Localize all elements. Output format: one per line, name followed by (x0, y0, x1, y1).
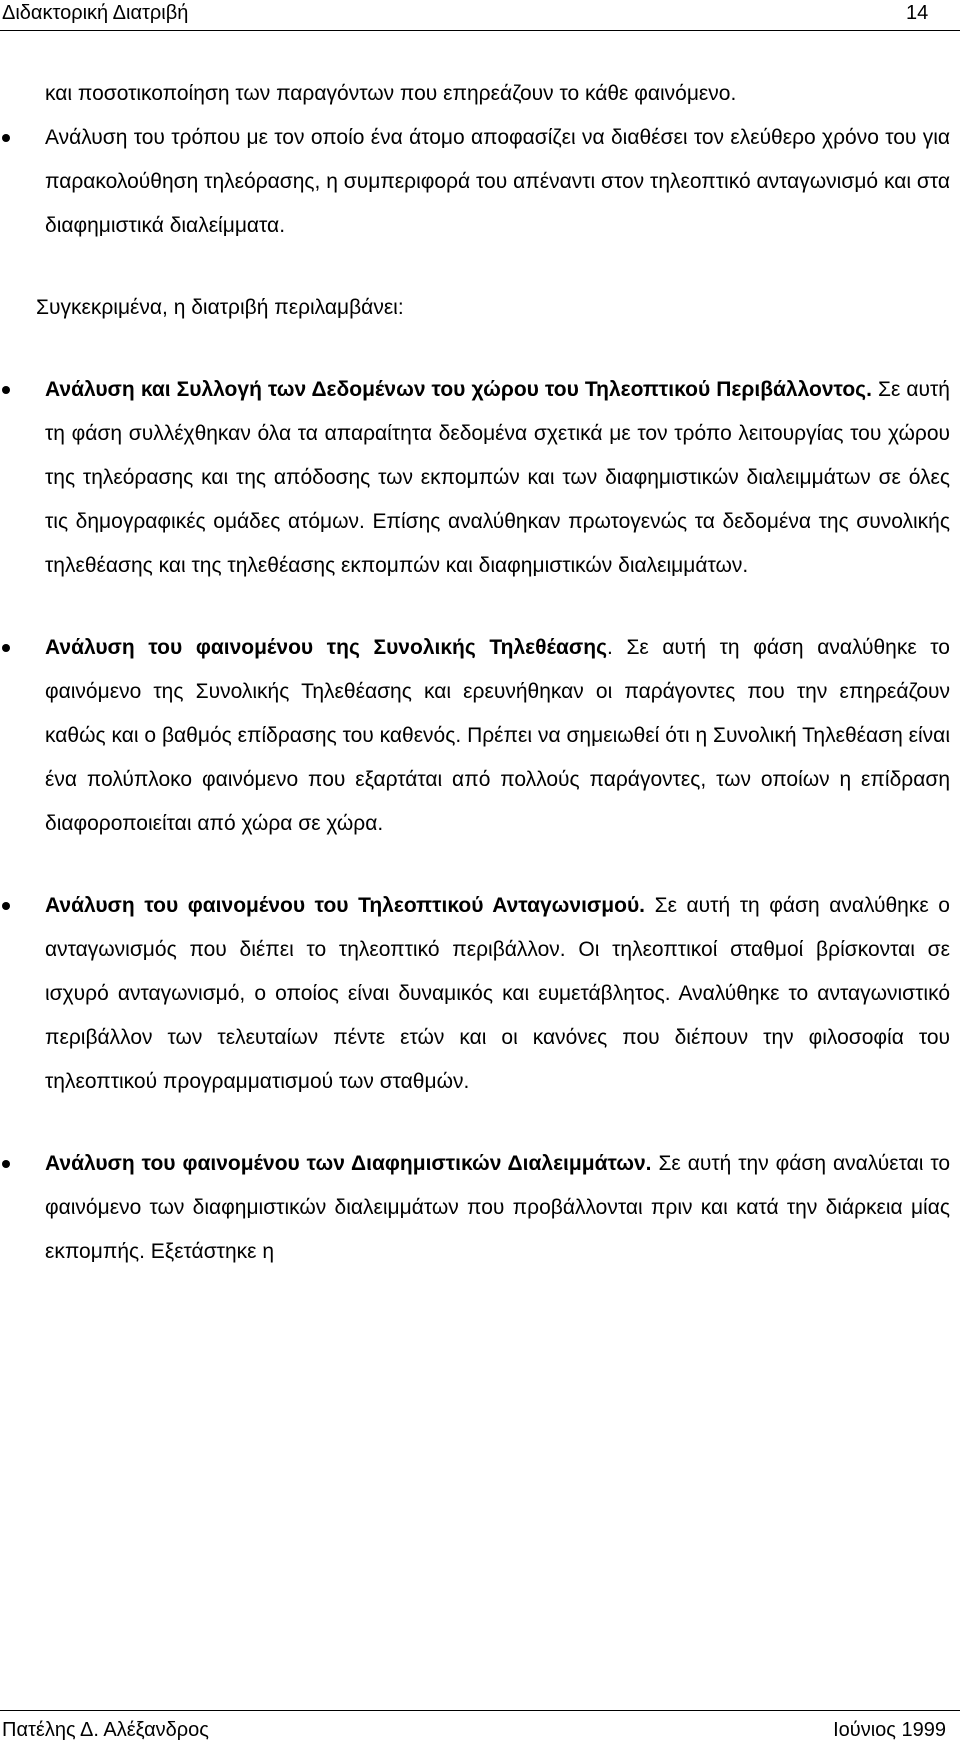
header-divider (0, 30, 960, 31)
document-date: Ιούνιος 1999 (833, 1719, 946, 1741)
bullet-text: Σε αυτή την φάση αναλύεται το φαινόμενο των διαφημιστικών διαλειμμάτων που προβάλλονται πριν και κατά την διάρκεια μίας εκπομπής. Εξετάστηκε η (45, 1152, 950, 1263)
bullet-text: . Σε αυτή τη φάση αναλύθηκε το φαινόμενο της Συνολικής Τηλεθέασης και ερευνήθηκαν οι παράγοντες που την επηρεάζουν καθώς και ο βαθμός επίδρασης του καθενός. Πρέπει να σημειωθεί ότι η Συνολική Τηλεθέαση είναι ένα πολύπλοκο φαινόμενο που εξαρτάται από πολλούς παράγοντες, των οποίων η επίδραση διαφοροποιείται από χώρα σε χώρα. (45, 636, 950, 835)
bullet-icon (2, 386, 10, 394)
page-body (36, 72, 950, 1274)
bullet-item-ad-breaks (36, 1142, 950, 1274)
document-title: Διδακτορική Διατριβή (2, 2, 189, 24)
bullet-icon (2, 1160, 10, 1168)
bullet-item-total-viewership (36, 626, 950, 846)
page-number: 14 (906, 2, 929, 24)
bullet-text: Ανάλυση του τρόπου με τον οποίο ένα άτομο αποφασίζει να διαθέσει τον ελεύθερο χρόνο του για παρακολούθηση τηλεόρασης, η συμπεριφορά του απέναντι στον τηλεοπτικό ανταγωνισμό και στα διαφημιστικά διαλείμματα. (45, 126, 950, 237)
page-header (0, 0, 960, 26)
bullet-item-time-analysis (36, 116, 950, 248)
continuation-paragraph: και ποσοτικοποίηση των παραγόντων που επηρεάζουν το κάθε φαινόμενο. (45, 82, 737, 105)
bullet-icon (2, 902, 10, 910)
bullet-heading: Ανάλυση του φαινομένου της Συνολικής Τηλεθέασης (45, 636, 607, 659)
bullet-heading: Ανάλυση και Συλλογή των Δεδομένων του χώρου του Τηλεοπτικού Περιβάλλοντος. (45, 378, 872, 401)
bullet-icon (2, 644, 10, 652)
bullet-heading: Ανάλυση του φαινομένου των Διαφημιστικών Διαλειμμάτων. (45, 1152, 652, 1175)
author-name: Πατέλης Δ. Αλέξανδρος (2, 1719, 209, 1741)
footer-divider (0, 1710, 960, 1711)
bullet-text: Σε αυτή τη φάση συλλέχθηκαν όλα τα απαραίτητα δεδομένα σχετικά με τον τρόπο λειτουργίας του χώρου της τηλεόρασης και της απόδοσης των εκπομπών και των διαφημιστικών διαλειμμάτων σε όλες τις δημογραφικές ομάδες ατόμων. Επίσης αναλύθηκαν πρωτογενώς τα δεδομένα της συνολικής τηλεθέασης και της τηλεθέασης εκπομπών και διαφημιστικών διαλειμμάτων. (45, 378, 950, 577)
bullet-item-tv-competition (36, 884, 950, 1104)
bullet-item-data-collection (36, 368, 950, 588)
bullet-heading: Ανάλυση του φαινομένου του Τηλεοπτικού Ανταγωνισμού. (45, 894, 646, 917)
intro-sentence: Συγκεκριμένα, η διατριβή περιλαμβάνει: (36, 296, 404, 319)
bullet-text: Σε αυτή τη φάση αναλύθηκε ο ανταγωνισμός που διέπει το τηλεοπτικό περιβάλλον. Οι τηλεοπτικοί σταθμοί βρίσκονται σε ισχυρό ανταγωνισμό, ο οποίος είναι δυναμικός και ευμετάβλητος. Αναλύθηκε το ανταγωνιστικό περιβάλλον των τελευταίων πέντε ετών και οι κανόνες που διέπουν την φιλοσοφία του τηλεοπτικού προγραμματισμού των σταθμών. (45, 894, 950, 1093)
bullet-icon (2, 134, 10, 142)
page-footer (0, 1716, 960, 1744)
